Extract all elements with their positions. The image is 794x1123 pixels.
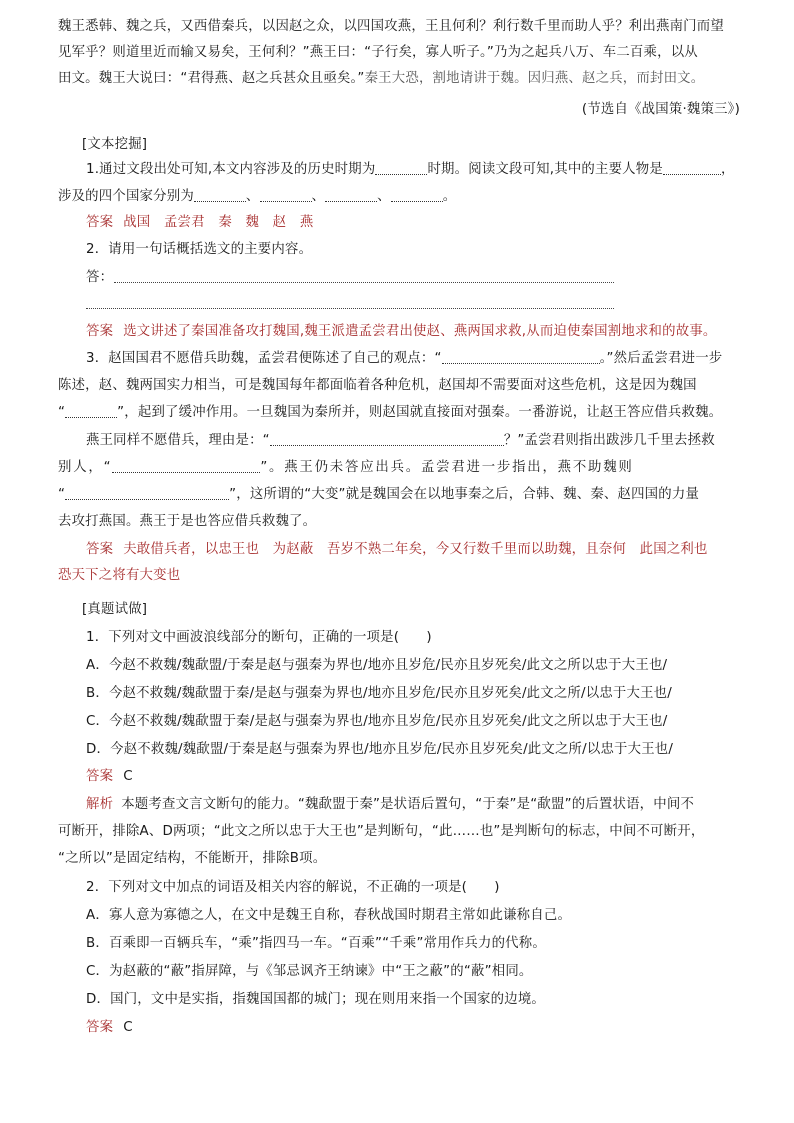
q2-answer-label: 答案	[86, 324, 114, 339]
q1-text-c: ，	[720, 162, 735, 177]
section-real-test: [真题试做]	[82, 602, 148, 617]
q1-end: 。	[442, 189, 457, 204]
q2-answer-text: 选文讲述了秦国准备攻打魏国,魏王派遣孟尝君出使赵、燕两国求救,从而迫使秦国割地求和的故事。	[123, 324, 717, 339]
q3-l5a: 别人，“	[58, 460, 113, 475]
mc1-analysis-label: 解析	[86, 797, 114, 812]
q1-blank-country-1[interactable]	[194, 187, 246, 202]
q2-answer-line-1[interactable]	[114, 282, 614, 283]
q3-l6a: “	[58, 487, 66, 502]
mc2-option-d[interactable]: D．国门，文中是实指，指魏国国都的城门；现在则用来指一个国家的边境。	[86, 992, 545, 1007]
mc1-analysis-text-1: 本题考查文言文断句的能力。“魏歃盟于秦”是状语后置句，“于秦”是“歃盟”的后置状语，中间不	[121, 797, 695, 812]
mc2-answer-label: 答案	[86, 1020, 114, 1035]
q3-line-5	[58, 458, 748, 478]
q1-text-b: 时期。阅读文段可知,其中的主要人物是	[427, 162, 663, 177]
mc1-option-a[interactable]: A．今赵不救魏/魏歃盟/于秦是赵与强秦为界也/地亦且岁危/民亦且岁死矣/此文之所以忠于大王也/	[86, 658, 668, 673]
mc1-answer-label: 答案	[86, 769, 114, 784]
q3-blank-2[interactable]	[65, 403, 117, 418]
q3-answer-cont	[58, 566, 748, 586]
q1-blank-period[interactable]	[375, 160, 427, 175]
q1-sep-1: 、	[245, 189, 260, 204]
q1-line-2	[58, 187, 748, 207]
mc2-answer-text: C	[123, 1020, 133, 1035]
q2-question: 2．请用一句话概括选文的主要内容。	[86, 242, 313, 257]
q3-line-3	[58, 403, 748, 423]
q3-line-2: 陈述，赵、魏两国实力相当，可是魏国每年都面临着各种危机，赵国却不需要面对这些危机，这是因为魏国	[58, 378, 697, 393]
passage-line-3-main: 田文。魏王大说曰：“君得燕、赵之兵甚众且亟矣。”	[58, 71, 365, 86]
q3-blank-1[interactable]	[442, 349, 600, 364]
q3-l6b: ”，这所谓的“大变”就是魏国会在以地事秦之后，合韩、魏、秦、赵四国的力量	[229, 487, 700, 502]
q3-l4b: ？”孟尝君则指出跋涉几千里去拯救	[503, 433, 715, 448]
q1-answer	[86, 213, 748, 233]
mc1-option-c[interactable]: C．今赵不救魏/魏歃盟于秦/是赵与强秦为界也/地亦且岁危/民亦且岁死矣/此文之所以忠于大王也/	[86, 714, 668, 729]
mc1-analysis-3: “之所以”是固定结构，不能断开，排除B项。	[58, 851, 327, 866]
passage-source: (节选自《战国策·魏策三》)	[581, 102, 740, 117]
mc1-answer-text: C	[123, 769, 133, 784]
mc1-answer	[86, 767, 748, 787]
q1-line-1	[86, 160, 748, 180]
q3-line-4	[86, 431, 748, 451]
q2-answer	[86, 322, 748, 342]
q1-blank-person[interactable]	[663, 160, 721, 175]
q2-answer-line-2[interactable]	[86, 308, 614, 309]
q3-blank-3[interactable]	[270, 431, 504, 446]
mc2-answer	[86, 1018, 748, 1038]
q1-sep-2: 、	[311, 189, 326, 204]
mc1-analysis-1	[86, 795, 748, 815]
q3-blank-5[interactable]	[65, 485, 229, 500]
passage-line-3	[58, 69, 748, 89]
passage-line-2: 见军乎？则道里近而输又易矣，王何利？”燕王曰：“子行矣，寡人听子。”乃为之起兵八万、车二百乘，以从	[58, 45, 698, 60]
q3-answer-text-2: 恐天下之将有大变也	[58, 568, 181, 583]
mc1-question: 1．下列对文中画波浪线部分的断句，正确的一项是( )	[86, 630, 432, 645]
q1-blank-country-2[interactable]	[260, 187, 312, 202]
q3-blank-4[interactable]	[112, 458, 260, 473]
q1-blank-country-3[interactable]	[325, 187, 377, 202]
mc2-option-a[interactable]: A．寡人意为寡德之人，在文中是魏王自称，春秋战国时期君主常如此谦称自己。	[86, 908, 572, 923]
mc2-option-c[interactable]: C．为赵蔽的“蔽”指屏障，与《邹忌讽齐王纳谏》中“王之蔽”的“蔽”相同。	[86, 964, 533, 979]
q1-sep-3: 、	[377, 189, 391, 204]
q1-text-d: 涉及的四个国家分别为	[58, 189, 194, 204]
passage-line-3-gray: 秦王大恐，割地请讲于魏。因归燕、赵之兵，而封田文。	[364, 71, 705, 86]
mc2-option-b[interactable]: B．百乘即一百辆兵车，“乘”指四马一车。“百乘”“千乘”常用作兵力的代称。	[86, 936, 546, 951]
mc1-option-d[interactable]: D．今赵不救魏/魏歃盟/于秦是赵与强秦为界也/地亦且岁危/民亦且岁死矣/此文之所/以忠于大王也/	[86, 742, 674, 757]
q3-line-6	[58, 485, 748, 505]
q2-answer-prefix: 答：	[86, 270, 114, 285]
q1-answer-label: 答案	[86, 215, 114, 230]
q1-blank-country-4[interactable]	[391, 187, 443, 202]
q3-line-1	[86, 349, 748, 369]
mc1-analysis-2: 可断开，排除A、D两项；“此文之所以忠于大王也”是判断句，“此……也”是判断句的标志，中间不可断开，	[58, 824, 705, 839]
q3-l3a: “	[58, 405, 66, 420]
mc1-option-b[interactable]: B．今赵不救魏/魏歃盟于秦/是赵与强秦为界也/地亦且岁危/民亦且岁死矣/此文之所/以忠于大王也/	[86, 686, 672, 701]
q3-l1b: 。”然后孟尝君进一步	[599, 351, 723, 366]
q1-answer-text: 战国 孟尝君 秦 魏 赵 燕	[123, 215, 314, 230]
passage-line-1: 魏王悉韩、魏之兵，又西借秦兵，以因赵之众，以四国攻燕，王且何利？利行数千里而助人乎？利出燕南门而望	[58, 19, 724, 34]
q3-l4a: 燕王同样不愿借兵，理由是：“	[86, 433, 270, 448]
q3-l3b: ”，起到了缓冲作用。一旦魏国为秦所并，则赵国就直接面对强秦。一番游说，让赵王答应借兵救魏。	[117, 405, 723, 420]
q1-text-a: 1.通过文段出处可知,本文内容涉及的历史时期为	[86, 162, 376, 177]
section-text-mining: [文本挖掘]	[82, 137, 148, 152]
q3-line-7: 去攻打燕国。燕王于是也答应借兵救魏了。	[58, 514, 317, 529]
mc2-question: 2．下列对文中加点的词语及相关内容的解说，不正确的一项是( )	[86, 880, 500, 895]
q3-answer	[86, 540, 748, 560]
q3-l5b: ”。燕王仍未答应出兵。孟尝君进一步指出，燕不助魏则	[260, 460, 634, 475]
q3-answer-text-1: 夫敢借兵者，以忠王也 为赵蔽 吾岁不熟二年矣，今又行数千里而以助魏，且奈何 此国之利也	[123, 542, 708, 557]
q3-answer-label: 答案	[86, 542, 114, 557]
q3-l1a: 3．赵国国君不愿借兵助魏，孟尝君便陈述了自己的观点：“	[86, 351, 442, 366]
